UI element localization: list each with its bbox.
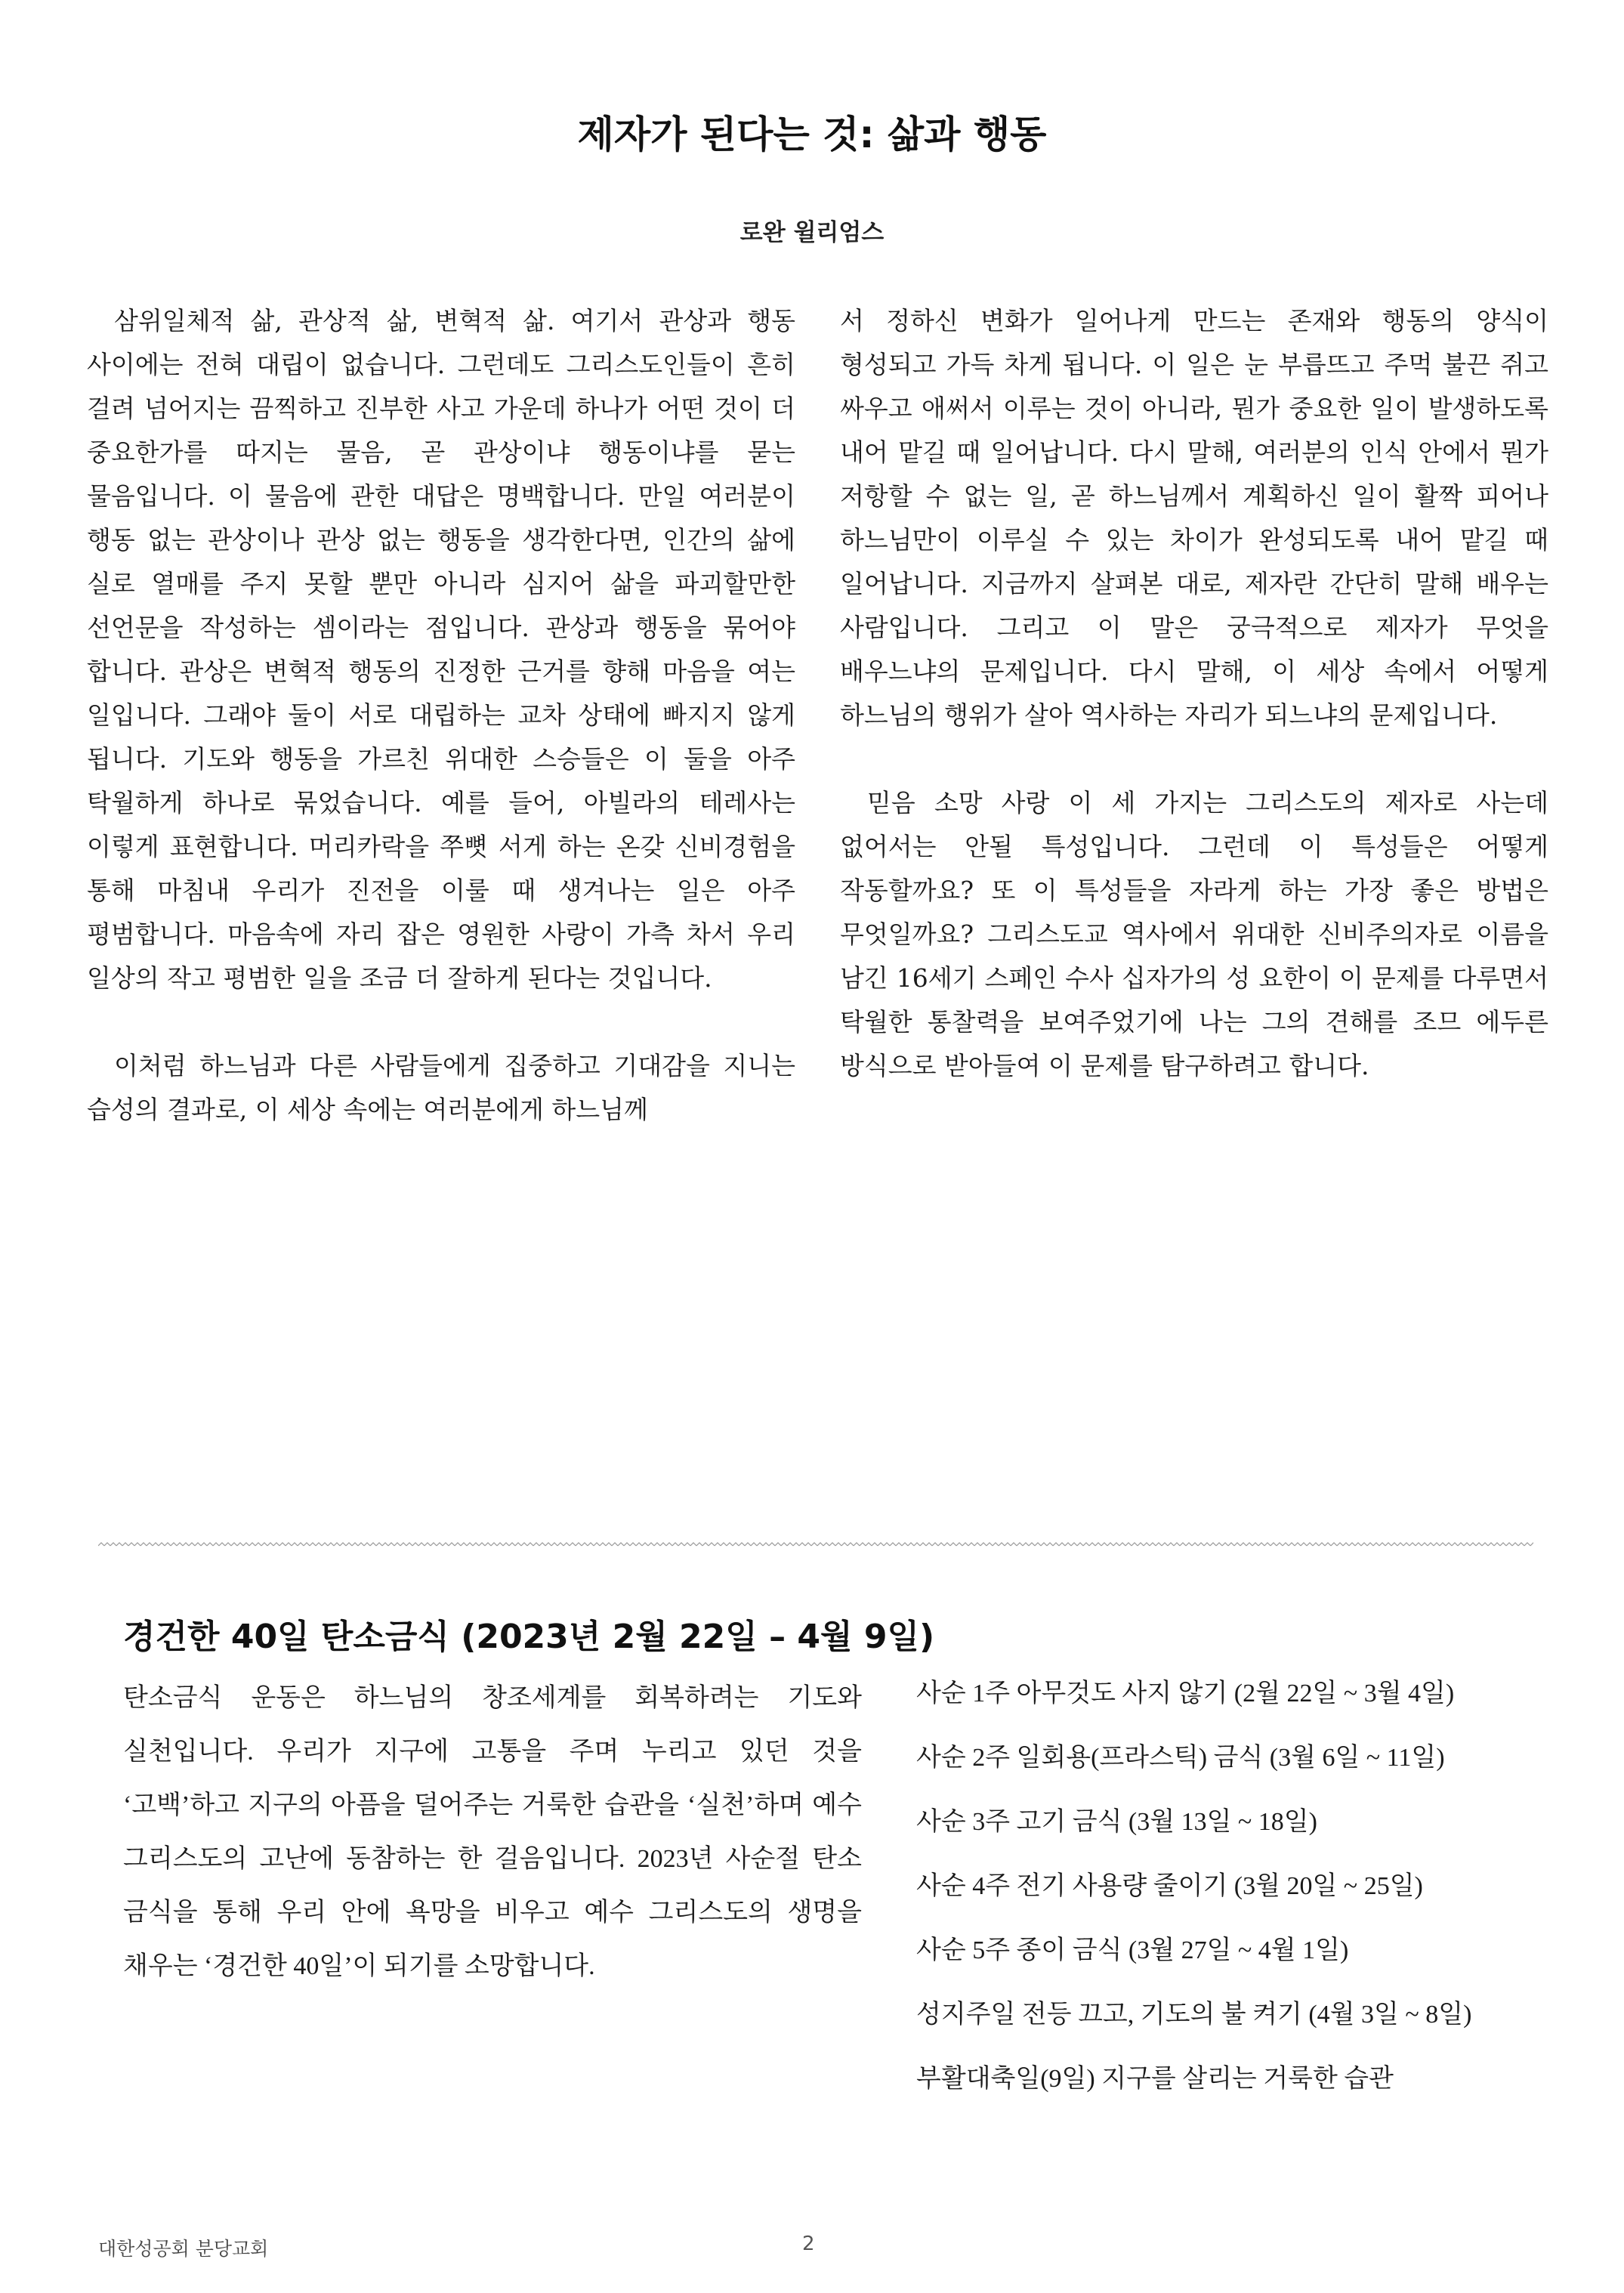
schedule-item: 사순 1주 아무것도 사지 않기 (2월 22일 ~ 3월 4일) xyxy=(916,1680,1455,1707)
footer-church-name: 대한성공회 분당교회 xyxy=(98,2238,269,2260)
schedule-item: 부활대축일(9일) 지구를 살리는 거룩한 습관 xyxy=(916,2065,1394,2093)
schedule-item: 사순 2주 일회용(프라스틱) 금식 (3월 6일 ~ 11일) xyxy=(916,1744,1445,1772)
fasting-schedule xyxy=(916,1671,1596,2121)
schedule-item: 사순 3주 고기 금식 (3월 13일 ~ 18일) xyxy=(916,1808,1317,1836)
article-left-column xyxy=(87,299,795,1132)
article-right-column xyxy=(840,299,1548,1088)
section-divider xyxy=(98,1541,1533,1547)
article-paragraph: 삼위일체적 삶, 관상적 삶, 변혁적 삶. 여기서 관상과 행동 사이에는 전혀 대립이 없습니다. 그런데도 그리스도인들이 흔히 걸려 넘어지는 끔찍하고 진부한 사고 가운데 하나가 어떤 것이 더 중요한가를 따지는 물음, 곧 관상이냐 행동이냐를 묻는 물음입니다. 이 물음에 관한 대답은 명백합니다. 만일 여러분이 행동 없는 관상이나 관상 없는 행동을 생각한다면, 인간의 삶에 실로 열매를 주지 못할 뿐만 아니라 심지어 삶을 파괴할만한 선언문을 작성하는 셈이라는 점입니다. 관상과 행동을 묶어야 합니다. 관상은 변혁적 행동의 진정한 근거를 향해 마음을 여는 일입니다. 그래야 둘이 서로 대립하는 교차 상태에 빠지지 않게 됩니다. 기도와 행동을 가르친 위대한 스승들은 이 둘을 아주 탁월하게 하나로 묶었습니다. 예를 들어, 아빌라의 테레사는 이렇게 표현합니다. 머리카락을 쭈뼛 서게 하는 온갖 신비경험을 통해 마침내 우리가 진전을 이룰 때 생겨나는 일은 아주 평범합니다. 마음속에 자리 잡은 영원한 사랑이 가측 차서 우리 일상의 작고 평범한 일을 조금 더 잘하게 된다는 것입니다. xyxy=(87,306,795,993)
article-title: 제자가 된다는 것: 삶과 행동 xyxy=(577,113,1047,156)
article-paragraph: 서 정하신 변화가 일어나게 만드는 존재와 행동의 양식이 형성되고 가득 차게 됩니다. 이 일은 눈 부릅뜨고 주먹 불끈 쥐고 싸우고 애써서 이루는 것이 아니라, 뭔가 중요한 일이 발생하도록 내어 맡길 때 일어납니다. 다시 말해, 여러분의 인식 안에서 뭔가 저항할 수 없는 일, 곧 하느님께서 계획하신 일이 활짝 피어나 하느님만이 이루실 수 있는 차이가 완성되도록 내어 맡길 때 일어납니다. 지금까지 살펴본 대로, 제자란 간단히 말해 배우는 사람입니다. 그리고 이 말은 궁극적으로 제자가 무엇을 배우느냐의 문제입니다. 다시 말해, 이 세상 속에서 어떻게 하느님의 행위가 살아 역사하는 자리가 되느냐의 문제입니다. xyxy=(840,306,1548,730)
page-number: 2 xyxy=(802,2233,815,2255)
article-paragraph: 이처럼 하느님과 다른 사람들에게 집중하고 기대감을 지니는 습성의 결과로, 이 세상 속에는 여러분에게 하느님께 xyxy=(87,1051,795,1124)
article-paragraph: 믿음 소망 사랑 이 세 가지는 그리스도의 제자로 사는데 없어서는 안될 특성입니다. 그런데 이 특성들은 어떻게 작동할까요? 또 이 특성들을 자라게 하는 가장 좋은 방법은 무엇일까요? 그리스도교 역사에서 위대한 신비주의자로 이름을 남긴 16세기 스페인 수사 십자가의 성 요한이 이 문제를 다루면서 탁월한 통찰력을 보여주었기에 나는 그의 견해를 조므 에두른 방식으로 받아들여 이 문제를 탐구하려고 합니다. xyxy=(840,788,1548,1080)
article-author: 로완 윌리엄스 xyxy=(739,219,885,246)
schedule-item: 사순 4주 전기 사용량 줄이기 (3월 20일 ~ 25일) xyxy=(916,1872,1423,1900)
schedule-item: 사순 5주 종이 금식 (3월 27일 ~ 4월 1일) xyxy=(916,1936,1349,1964)
fasting-description: 탄소금식 운동은 하느님의 창조세계를 회복하려는 기도와 실천입니다. 우리가 지구에 고통을 주며 누리고 있던 것을 ‘고백’하고 지구의 아픔을 덜어주는 거룩한 습관을 ‘실천’하며 예수 그리스도의 고난에 동참하는 한 걸음입니다. 2023년 사순절 탄소 금식을 통해 우리 안에 욕망을 비우고 예수 그리스도의 생명을 채우는 ‘경건한 40일’이 되기를 소망합니다. xyxy=(123,1684,862,1980)
schedule-item: 성지주일 전등 끄고, 기도의 불 켜기 (4월 3일 ~ 8일) xyxy=(916,2001,1472,2029)
fasting-title: 경건한 40일 탄소금식 (2023년 2월 22일 – 4월 9일) xyxy=(123,1618,935,1656)
